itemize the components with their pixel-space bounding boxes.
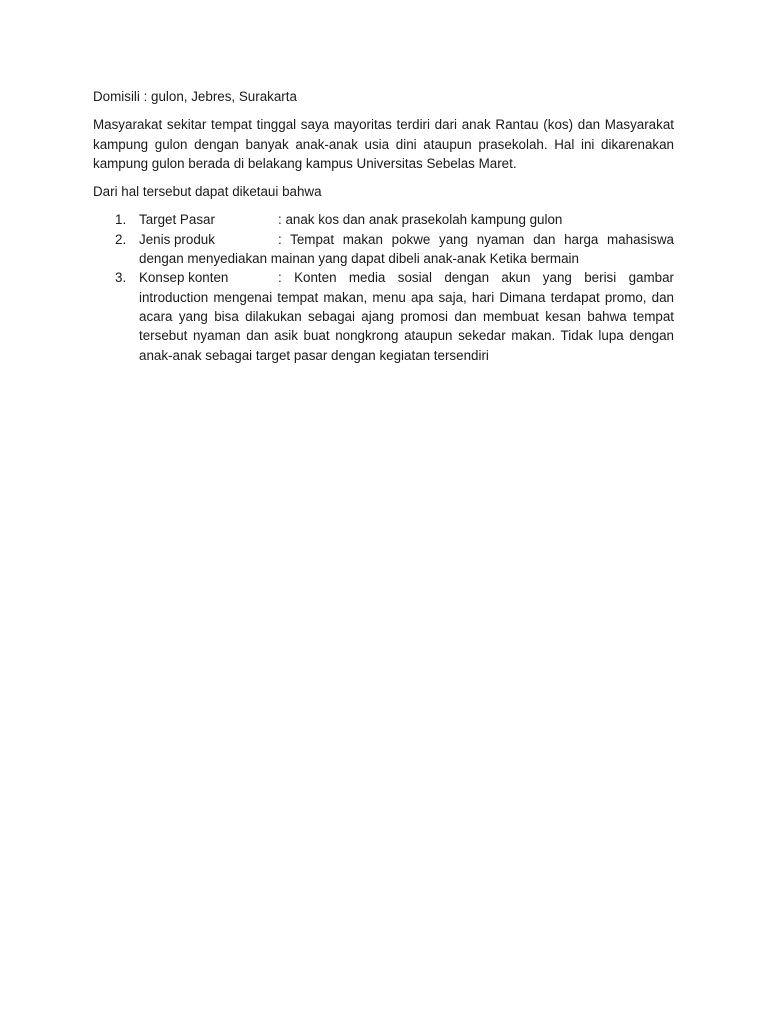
list-item-term: Jenis produk bbox=[139, 231, 215, 247]
body-paragraph: Masyarakat sekitar tempat tinggal saya mayoritas terdiri dari anak Rantau (kos) dan Masyarakat kampung gulon dengan banyak anak-anak usia dini ataupun prasekolah. Hal ini dikarenakan kampung gulon berada di belakang kampus Universitas Sebelas Maret. bbox=[93, 117, 674, 171]
list-item-description: : Konten media sosial dengan akun yang berisi gambar introduction mengenai tempat makan, menu apa saja, hari Dimana terdapat promo, dan acara yang bisa dilakukan sebagai ajang promosi dan membuat kesan bahwa tempat tersebut nyaman dan asik buat nongkrong ataupun sekedar makan. Tidak lupa dengan anak-anak sebagai target pasar dengan kegiatan tersendiri bbox=[139, 270, 674, 363]
list-item-number: 2. bbox=[115, 231, 127, 247]
list-item-description: : Tempat makan pokwe yang nyaman dan harga mahasiswa dengan menyediakan mainan yang dapat dibeli anak-anak Ketika bermain bbox=[139, 231, 674, 267]
list-item-description: : anak kos dan anak prasekolah kampung gulon bbox=[278, 212, 563, 228]
domicile-line: Domisili : gulon, Jebres, Surakarta bbox=[93, 89, 297, 104]
list-item-number: 1. bbox=[115, 212, 127, 228]
list-item bbox=[93, 230, 674, 269]
list-item-term: Konsep konten bbox=[139, 270, 229, 286]
document-page bbox=[93, 87, 674, 365]
numbered-list bbox=[93, 210, 674, 364]
list-item bbox=[93, 268, 674, 364]
intro-line: Dari hal tersebut dapat diketaui bahwa bbox=[93, 184, 322, 200]
list-item-number: 3. bbox=[115, 270, 127, 286]
list-item bbox=[93, 210, 674, 229]
list-item-term: Target Pasar bbox=[139, 212, 215, 228]
